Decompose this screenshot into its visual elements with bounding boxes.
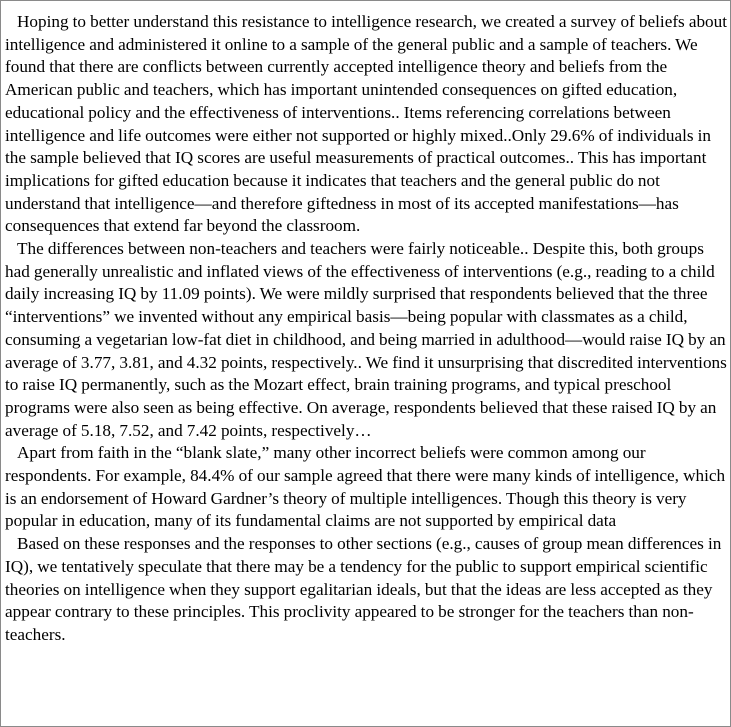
paragraph-conclusion: Based on these responses and the responses to other sections (e.g., causes of group mean differences in IQ), we tentatively speculate that there may be a tendency for the public to support empirical scientific theories on intelligence when they support egalitarian ideals, but that the ideas are less accepted as they appear contrary to these principles. This proclivity appeared to be stronger for the teachers than non-teachers.: [5, 534, 722, 644]
paragraph-teacher-differences: The differences between non-teachers and teachers were fairly noticeable.. Despite this, both groups had generally unrealistic and inflated views of the effectiveness of interventions (e.g., reading to a child daily increasing IQ by 11.09 points). We were mildly surprised that respondents believed that the three “interventions” we invented without any empirical basis—being popular with classmates as a child, consuming a vegetarian low-fat diet in childhood, and being married in adulthood—would raise IQ by an average of 3.77, 3.81, and 4.32 points, respectively.. We find it unsurprising that discredited interventions to raise IQ permanently, such as the Mozart effect, brain training programs, and typical preschool programs were also seen as being effective. On average, respondents believed that these raised IQ by an average of 5.18, 7.52, and 7.42 points, respectively…: [5, 239, 727, 440]
paragraph-incorrect-beliefs: Apart from faith in the “blank slate,” many other incorrect beliefs were common among our respondents. For example, 84.4% of our sample agreed that there were many kinds of intelligence, which is an endorsement of Howard Gardner’s theory of multiple intelligences. Though this theory is very popular in education, many of its fundamental claims are not supported by empirical data: [5, 443, 726, 531]
document-body: [5, 11, 727, 647]
paragraph-survey-intro: Hoping to better understand this resistance to intelligence research, we created a survey of beliefs about intelligence and administered it online to a sample of the general public and a sample of teachers. We found that there are conflicts between currently accepted intelligence theory and beliefs from the American public and teachers, which has important unintended consequences on gifted education, educational policy and the effectiveness of interventions.. Items referencing correlations between intelligence and life outcomes were either not supported or highly mixed..Only 29.6% of individuals in the sample believed that IQ scores are useful measurements of practical outcomes.. This has important implications for gifted education because it indicates that teachers and the general public do not understand that intelligence—and therefore giftedness in most of its accepted manifestations—has consequences that extend far beyond the classroom.: [5, 12, 728, 236]
